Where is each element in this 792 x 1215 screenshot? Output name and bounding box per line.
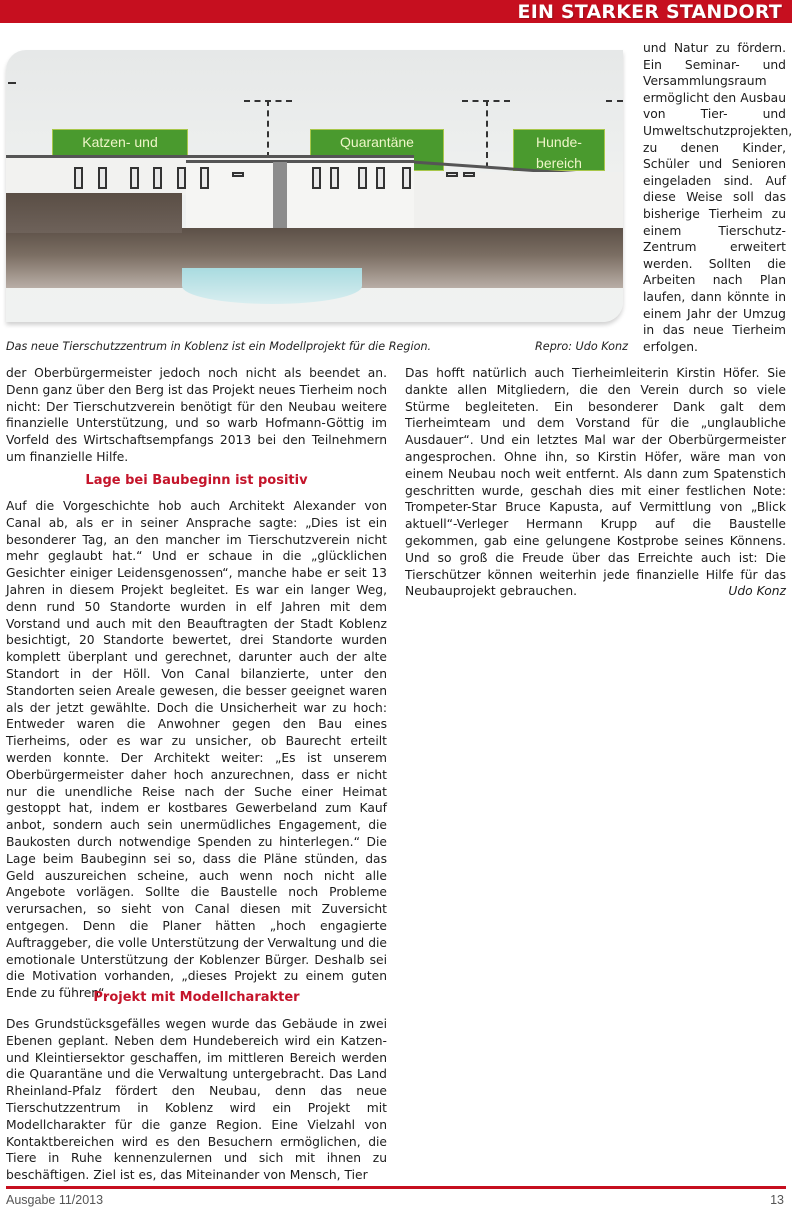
side-column <box>643 40 792 355</box>
terrain-raised <box>6 193 182 233</box>
dashed-guide <box>8 82 16 84</box>
window <box>98 167 107 189</box>
dashed-guide <box>606 100 623 102</box>
window <box>177 167 186 189</box>
sign-dogs: Hunde- bereich <box>513 129 605 171</box>
section-header-bar <box>0 0 792 23</box>
side-paragraph: und Natur zu fördern. Ein Seminar- und Versammlungsraum ermöglicht den Ausbau von Tier- und Umweltschutzprojekten, zu denen Kinder, Schüler und Senioren eingeladen sind. Auf diese Weise soll das bisherige Tierheim zu einem Tierschutz-Zentrum erweitert werden. Sollten die Arbeiten nach Plan laufen, dann könnte in einem Jahr der Umzug in das neue Tierheim erfolgen. <box>643 41 792 354</box>
window <box>74 167 83 189</box>
paragraph: der Oberbürgermeister jedoch noch nicht als beendet an. Denn ganz über den Berg ist das Projekt neues Tierheim noch nicht: Der Tierschutzverein benötigt für den Neubau weitere finanzielle Unterstützung, und so warb Hofmann-Göttig im Vorfeld des Wirtschaftsempfangs 2013 bei den Teilnehmern um finanzielle Hilfe. <box>6 366 387 464</box>
subheading-modell: Projekt mit Modellcharakter <box>93 990 300 1005</box>
window <box>330 167 339 189</box>
sign-cats-small-animals: Katzen- und <box>52 129 188 171</box>
window <box>446 172 458 177</box>
caption-text: Das neue Tierschutzzentrum in Koblenz ist ein Modellprojekt für die Region. <box>6 340 432 353</box>
window <box>232 172 244 177</box>
sign-quarantine-admin: Quarantäne <box>310 129 444 171</box>
left-column <box>6 365 387 466</box>
page-number: 13 <box>770 1193 784 1207</box>
issue-label: Ausgabe 11/2013 <box>6 1193 104 1207</box>
window <box>153 167 162 189</box>
window <box>312 167 321 189</box>
author-byline: Udo Konz <box>728 584 786 599</box>
paragraph-text: Das hofft natürlich auch Tierheimleiterin Kirstin Höfer. Sie dankte allen Mitgliedern, die den Verein durch so viele Stürme begleiteten. Ein besonderer Dank galt dem Tierheimteam und dem Vorstand für die „unglaubliche Ausdauer“. Und ein letztes Mal war der Oberbürgermeister angesprochen. Ohne ihn, so Kirstin Höfer, wäre man von einem Neubau noch weit entfernt. Als dann zum Spatenstich geschritten wurde, geschah dies mit einer festlichen Note: Trompeter-Star Bruce Kapusta, auf Vermittlung von „Blick aktuell“-Verleger Hermann Krupp auf die Baustelle gekommen, gab eine gelungene Kostprobe seines Könnens. Und so groß die Freude über das Erreichte auch ist: Die Tierschützer können weiterhin jede finanzielle Hilfe für das Neubauprojekt gebrauchen. <box>405 366 786 599</box>
window <box>130 167 139 189</box>
paragraph <box>405 365 786 600</box>
footer-rule <box>6 1186 786 1189</box>
photo-credit: Repro: Udo Konz <box>535 340 628 353</box>
subheading-lage: Lage bei Baubeginn ist positiv <box>85 473 308 488</box>
window <box>402 167 411 189</box>
paragraph: Des Grundstücksgefälles wegen wurde das Gebäude in zwei Ebenen geplant. Neben dem Hundebereich wird ein Katzen- und Kleintiersektor geschaffen, im mittleren Bereich werden die Quarantäne und die Verwaltung untergebracht. Das Land Rheinland-Pfalz fördert den Neubau, denn das neue Tierschutzzentrum in Koblenz wird ein Projekt mit Modellcharakter für die ganze Region. Eine Vielzahl von Kontaktbereichen wird es den Besuchern ermöglichen, die Tiere in Ruhe kennenzulernen und sich mit ihnen zu beschäftigen. Ziel ist es, das Miteinander von Mensch, Tier <box>6 1017 387 1183</box>
article-photo <box>6 50 623 322</box>
window <box>463 172 475 177</box>
window <box>376 167 385 189</box>
right-column <box>405 365 786 600</box>
section-title: EIN STARKER STANDORT <box>517 1 782 23</box>
left-column-part2 <box>6 498 387 1002</box>
pond <box>182 268 362 304</box>
photo-caption <box>6 340 628 356</box>
window <box>358 167 367 189</box>
left-column-part3 <box>6 1016 387 1184</box>
paragraph: Auf die Vorgeschichte hob auch Architekt Alexander von Canal ab, als er in seiner Ansprache sagte: „Dies ist ein besonderer Tag, an den mancher im Tierschutzverein nicht mehr geglaubt hat.“ Und er schaue in die „glücklichen Gesichter einiger Leidensgenossen“, manche habe er seit 13 Jahren in diesem Projekt begleitet. Es war ein langer Weg, denn rund 50 Standorte wurden in elf Jahren mit dem Vorstand und auch mit den Beauftragten der Stadt Koblenz besichtigt, 20 Standorte bewertet, drei Standorte wurden komplett überplant und gerechnet, darunter auch der alte Standort in der Höll. Von Canal bilanzierte, unter den Standorten seien Areale gewesen, die besser geeignet waren als der jetzt gewählte. Doch die Unsicherheit war zu hoch: Entweder waren die Anwohner gegen den Bau eines Tierheims, oder es war zu unsicher, ob Baurecht erteilt werden konnte. Der Architekt weiter: „Es ist unserem Oberbürgermeister daher hoch anzurechnen, dass er nicht nur die unendliche Reise nach der Suche einer Heimat gestoppt hat, indem er kostbares Gewerbeland zum Kauf anbot, sondern auch sein unermüdliches Engagement, die Baukosten durch notwendige Spenden zu hinterlegen.“ Die Lage beim Baubeginn sei so, dass die Pläne stünden, das Geld auszureichen scheine, auch wenn noch nicht alle Angebote vorlägen. Sollte die Baustelle noch Probleme verursachen, so sieht von Canal diesen mit Zuversicht entgegen. Denn die Planer hätten „hoch engagierte Auftraggeber, die volle Unterstützung der Verwaltung und die emotionale Unterstützung der Koblenzer Bürger. Deshalb sei die Motivation vorhanden, „dieses Projekt zu einem guten Ende zu führen“. <box>6 499 387 1001</box>
window <box>200 167 209 189</box>
